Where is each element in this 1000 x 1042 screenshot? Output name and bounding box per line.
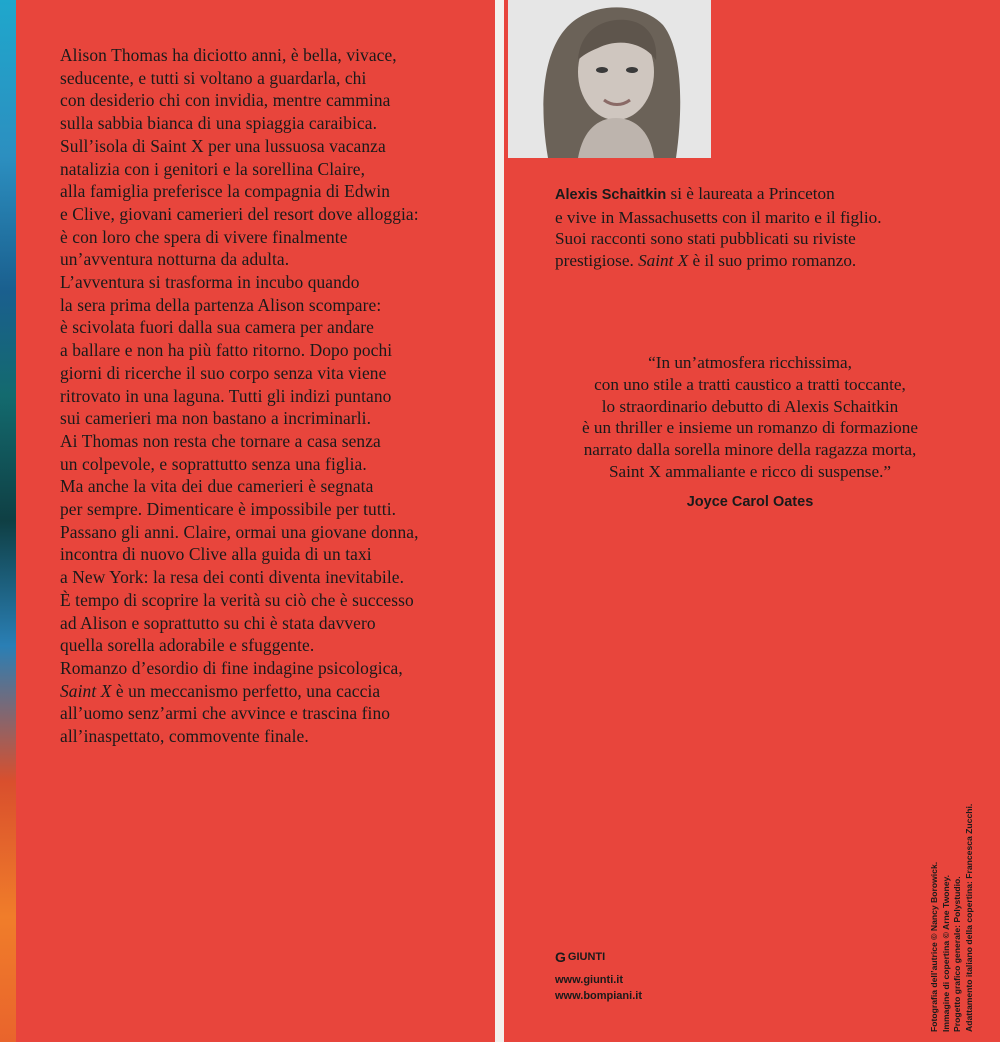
credit-line: Adattamento italiano della copertina: Francesca Zucchi. — [963, 803, 974, 1032]
quote-line: Saint X ammaliante e ricco di suspense.” — [608, 461, 892, 481]
synopsis-line — [60, 680, 475, 703]
synopsis-line: seducente, e tutti si voltano a guardarla, chi — [60, 67, 367, 88]
synopsis-line: per sempre. Dimenticare è impossibile per tutti. — [60, 499, 397, 520]
synopsis-line: quella sorella adorabile e sfuggente. — [60, 635, 315, 656]
author-photo — [508, 0, 711, 158]
synopsis-line: incontra di nuovo Clive alla guida di un taxi — [60, 544, 372, 565]
website-link[interactable]: www.giunti.it — [555, 974, 624, 986]
synopsis-line: con desiderio chi con invidia, mentre cammina — [60, 90, 391, 111]
synopsis-line: sui camerieri ma non bastano a incriminarli. — [60, 408, 372, 429]
image-credits — [929, 803, 975, 1032]
synopsis-line: Ai Thomas non resta che tornare a casa senza — [60, 430, 381, 451]
synopsis-line: Alison Thomas ha diciotto anni, è bella, vivace, — [60, 45, 397, 65]
bio-line-3: Suoi racconti sono stati pubblicati su riviste — [555, 229, 856, 248]
synopsis-line: Sull’isola di Saint X per una lussuosa vacanza — [60, 135, 386, 156]
author-name: Alexis Schaitkin — [555, 187, 667, 203]
bio-line-1: si è laureata a Princeton — [666, 184, 835, 203]
synopsis-line: a ballare e non ha più fatto ritorno. Dopo pochi — [60, 340, 393, 361]
quote-line: lo straordinario debutto di Alexis Schaitkin — [601, 396, 899, 416]
synopsis-line: È tempo di scoprire la verità su ciò che è successo — [60, 589, 414, 610]
synopsis-line: un’avventura notturna da adulta. — [60, 249, 290, 270]
synopsis-line: L’avventura si trasforma in incubo quando — [60, 272, 360, 293]
credit-line: Progetto grafico generale: Polystudio. — [952, 876, 962, 1032]
synopsis-line: Ma anche la vita dei due camerieri è segnata — [60, 476, 374, 497]
synopsis-line: a New York: la resa dei conti diventa inevitabile. — [60, 567, 405, 588]
bio-line-4-rest: è il suo primo romanzo. — [688, 250, 857, 270]
publisher-logo — [555, 948, 605, 966]
synopsis-line: sulla sabbia bianca di una spiaggia caraibica. — [60, 113, 378, 134]
quote-line: “In un’atmosfera ricchissima, — [648, 353, 852, 372]
cover-image-edge — [0, 0, 16, 1042]
website-link[interactable]: www.bompiani.it — [555, 990, 642, 1002]
synopsis-line: giorni di ricerche il suo corpo senza vita viene — [60, 362, 387, 383]
synopsis-line: e Clive, giovani camerieri del resort dove alloggia: — [60, 203, 419, 224]
synopsis-line: ritrovato in una laguna. Tutti gli indizi puntano — [60, 385, 392, 406]
synopsis-line: ad Alison e soprattutto su chi è stata davvero — [60, 612, 376, 633]
publisher-logo-text: GIUNTI — [567, 951, 606, 963]
synopsis-line: natalizia con i genitori e la sorellina Claire, — [60, 158, 366, 179]
synopsis-line: Romanzo d’esordio di fine indagine psicologica, — [60, 657, 403, 678]
author-bio — [555, 183, 955, 271]
synopsis-line: è con loro che spera di vivere finalmente — [60, 226, 348, 247]
quote-line: narrato dalla sorella minore della ragazza morta, — [583, 440, 917, 460]
giunti-logo-icon: G — [555, 949, 566, 965]
synopsis-line: un colpevole, e soprattutto senza una figlia. — [60, 453, 367, 474]
synopsis-line: alla famiglia preferisce la compagnia di Edwin — [60, 181, 391, 202]
publisher-websites — [555, 972, 642, 1004]
credit-line: Immagine di copertina © Arne Twoney. — [940, 874, 951, 1032]
synopsis-line-rest: è un meccanismo perfetto, una caccia — [111, 680, 381, 701]
quote-line: è un thriller e insieme un romanzo di formazione — [582, 418, 918, 438]
quote-author: Joyce Carol Oates — [686, 494, 814, 510]
synopsis-line: è scivolata fuori dalla sua camera per andare — [60, 317, 374, 338]
bio-book-title: Saint X — [638, 250, 689, 270]
fold-gutter — [495, 0, 504, 1042]
synopsis-book-title: Saint X — [60, 680, 112, 701]
synopsis-line: all’inaspettato, commovente finale. — [60, 726, 309, 747]
synopsis-line: all’uomo senz’armi che avvince e trascina fino — [60, 703, 391, 724]
synopsis-text — [60, 44, 475, 748]
bio-line-4-prefix: prestigiose. — [555, 250, 639, 270]
synopsis-line: la sera prima della partenza Alison scompare: — [60, 294, 382, 315]
review-quote — [520, 352, 980, 483]
synopsis-line: Passano gli anni. Claire, ormai una giovane donna, — [60, 521, 419, 542]
credit-line: Fotografia dell’autrice © Nancy Borowick. — [929, 861, 939, 1032]
quote-line: con uno stile a tratti caustico a tratti toccante, — [594, 374, 906, 394]
bio-line-2: e vive in Massachusetts con il marito e il figlio. — [555, 207, 882, 227]
